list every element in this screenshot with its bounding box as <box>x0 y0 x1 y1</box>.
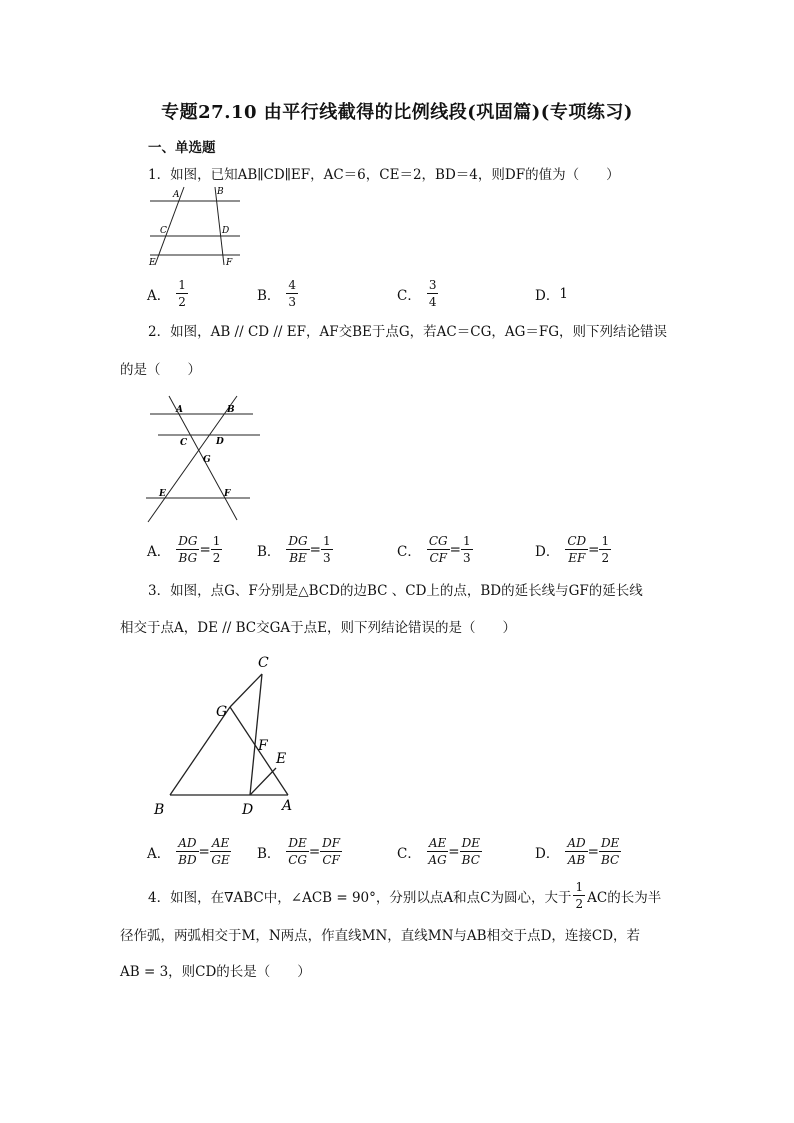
label-E: E <box>276 751 287 767</box>
question-3-figure <box>150 650 300 820</box>
q2-option-d[interactable]: D． $\frac{CD}{EF}$ = $\frac{1}{2}$ <box>535 534 610 565</box>
label-D: D <box>242 802 254 818</box>
label-E: E <box>159 489 166 499</box>
label-D: D <box>222 226 230 236</box>
label-C: C <box>258 655 269 671</box>
question-2-line1: 2．如图，AB // CD // EF，AF交BE于点G，若AC＝CG，AG＝FG，则下列结论错误 <box>148 324 668 340</box>
label-A: A <box>173 190 180 200</box>
label-A: A <box>176 405 183 415</box>
question-2-line2: 的是（ ） <box>120 362 201 378</box>
label-B: B <box>217 187 224 197</box>
q3-option-d[interactable]: D． $\frac{AD}{AB}$ = $\frac{DE}{BC}$ <box>535 836 620 867</box>
page-title: 专题27.10 由平行线截得的比例线段(巩固篇)(专项练习) <box>161 102 633 123</box>
q1-option-b[interactable]: B． $\frac{4}{3}$ <box>257 278 297 309</box>
question-2-figure <box>140 392 265 527</box>
q1-option-c[interactable]: C． $\frac{3}{4}$ <box>397 278 437 309</box>
label-C: C <box>160 226 167 236</box>
q2-option-c[interactable]: C． $\frac{CG}{CF}$ = $\frac{1}{3}$ <box>397 534 471 565</box>
q1-option-d[interactable]: D． 1 <box>535 286 568 304</box>
q3-option-a[interactable]: A． $\frac{AD}{BD}$ = $\frac{AE}{GE}$ <box>147 836 230 867</box>
label-C: C <box>180 438 188 448</box>
section-heading: 一、单选题 <box>148 140 216 156</box>
question-4-line1: 4．如图，在∇ABC中，∠ACB = 90°，分别以点A和点C为圆心，大于 $\frac{1}{2}$ AC的长为半 <box>148 880 662 911</box>
label-G: G <box>203 455 211 465</box>
label-D: D <box>216 437 224 447</box>
q3-option-b[interactable]: B． $\frac{DE}{CG}$ = $\frac{DF}{CF}$ <box>257 836 341 867</box>
q2-option-a[interactable]: A． $\frac{DG}{BG}$ = $\frac{1}{2}$ <box>147 534 221 565</box>
q2-option-b[interactable]: B． $\frac{DG}{BE}$ = $\frac{1}{3}$ <box>257 534 331 565</box>
question-1-text: 1．如图，已知AB∥CD∥EF，AC＝6，CE＝2，BD＝4，则DF的值为（ ） <box>148 167 620 183</box>
label-E: E <box>149 258 156 268</box>
question-4-line2: 径作弧，两弧相交于M，N两点，作直线MN，直线MN与AB相交于点D，连接CD，若 <box>120 928 641 944</box>
question-3-line1: 3．如图，点G、F分别是△BCD的边BC 、CD上的点，BD的延长线与GF的延长线 <box>148 583 643 599</box>
q3-option-c[interactable]: C． $\frac{AE}{AG}$ = $\frac{DE}{BC}$ <box>397 836 480 867</box>
label-A: A <box>282 798 293 814</box>
question-1-figure <box>140 183 250 269</box>
question-4-line3: AB = 3，则CD的长是（ ） <box>120 964 311 980</box>
q1-option-a[interactable]: A． $\frac{1}{2}$ <box>147 278 186 309</box>
label-B: B <box>227 405 235 415</box>
label-F: F <box>224 489 231 499</box>
label-G: G <box>216 704 228 720</box>
label-B: B <box>154 802 165 818</box>
label-F: F <box>226 258 233 268</box>
label-F: F <box>258 738 268 754</box>
question-3-line2: 相交于点A，DE // BC交GA于点E，则下列结论错误的是（ ） <box>120 620 516 636</box>
